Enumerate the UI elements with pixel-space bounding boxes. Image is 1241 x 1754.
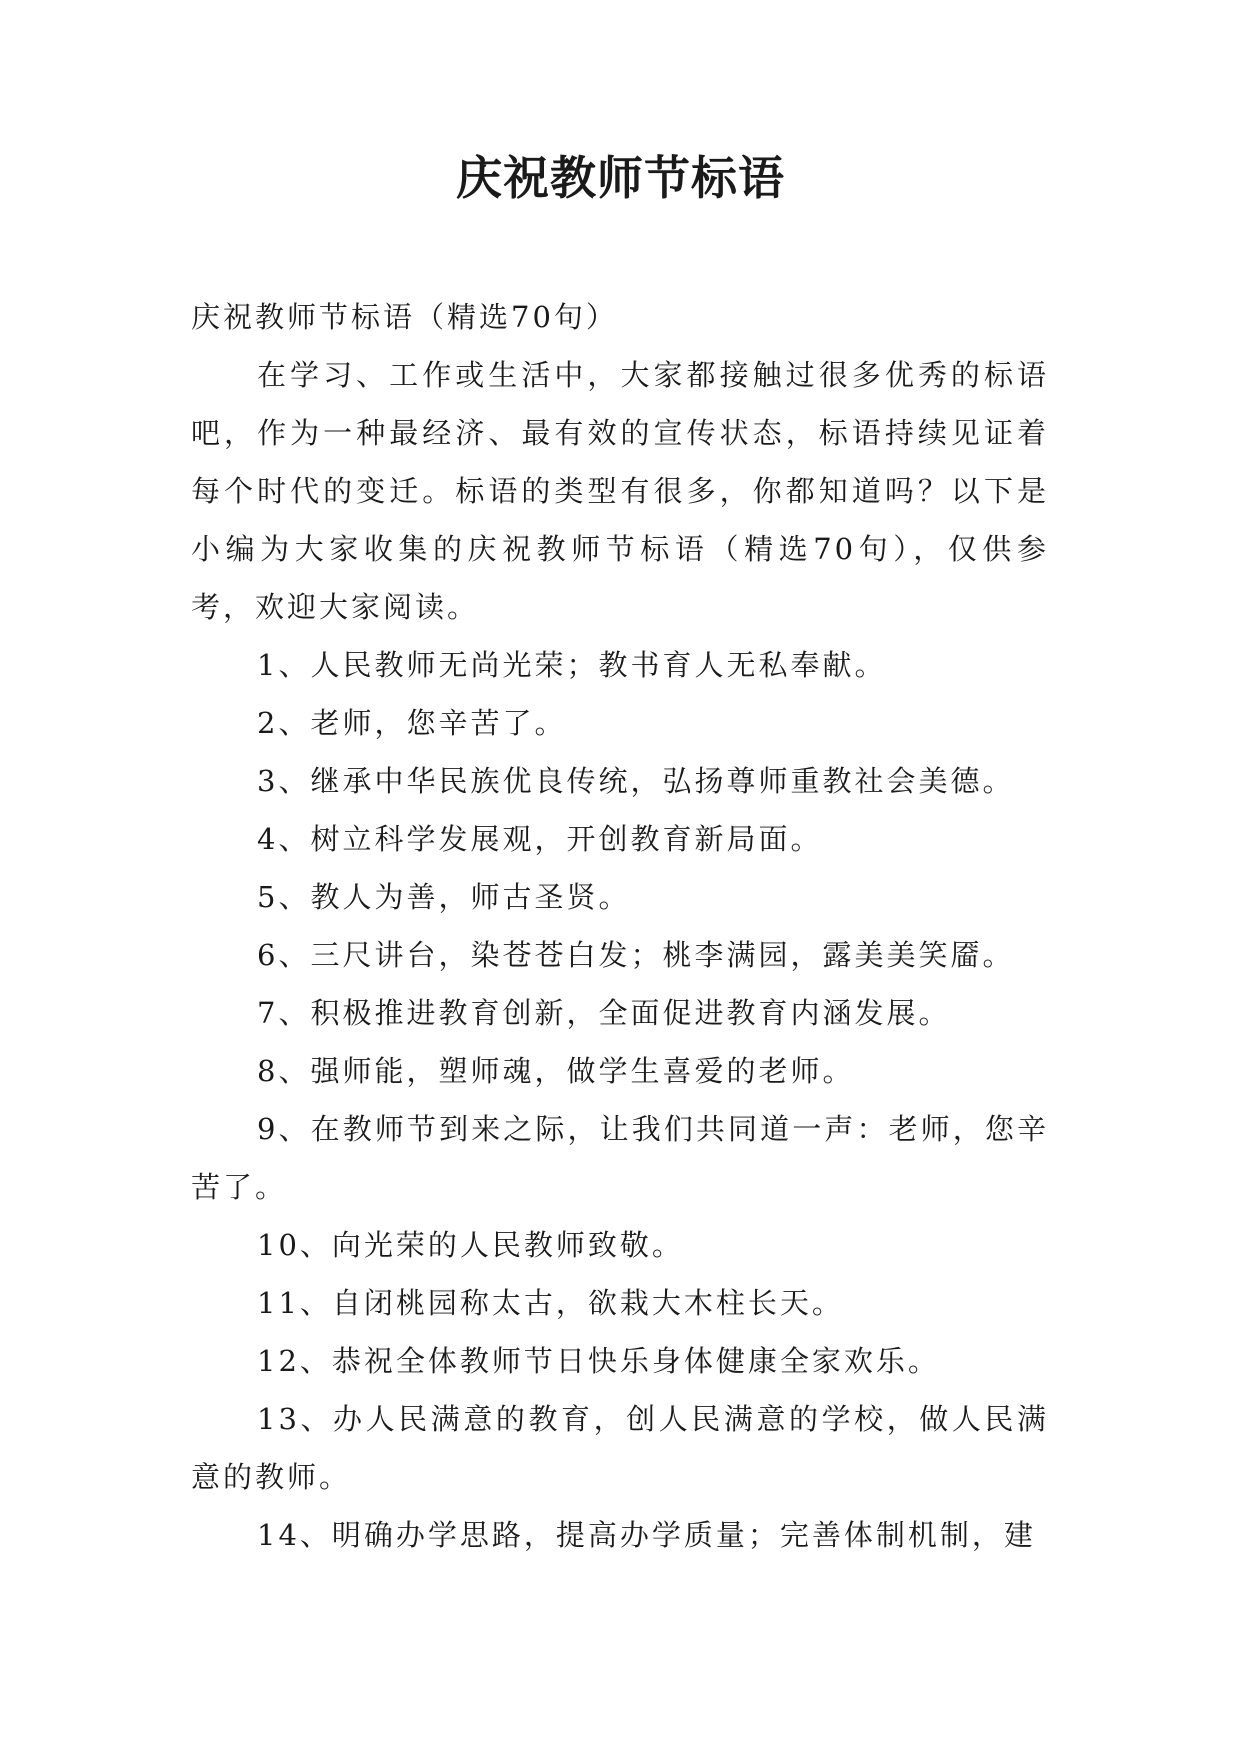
document-subtitle: 庆祝教师节标语（精选70句） xyxy=(191,300,618,334)
slogan-item: 4、树立科学发展观，开创教育新局面。 xyxy=(257,822,823,856)
intro-paragraph: 在学习、工作或生活中，大家都接触过很多优秀的标语吧，作为一种最经济、最有效的宣传状态，标语持续见证着每个时代的变迁。标语的类型有很多，你都知道吗？以下是小编为大家收集的庆祝教师节标语（精选70句），仅供参考，欢迎大家阅读。 xyxy=(191,358,1049,624)
document-title: 庆祝教师节标语 xyxy=(456,151,785,205)
slogan-item: 11、自闭桃园称太古，欲栽大木柱长天。 xyxy=(257,1286,844,1320)
slogan-item: 13、办人民满意的教育，创人民满意的学校，做人民满意的教师。 xyxy=(191,1402,1049,1494)
slogan-item: 9、在教师节到来之际，让我们共同道一声：老师，您辛苦了。 xyxy=(191,1112,1049,1204)
slogan-item: 3、继承中华民族优良传统，弘扬尊师重教社会美德。 xyxy=(257,764,1015,798)
slogan-item: 10、向光荣的人民教师致敬。 xyxy=(257,1228,684,1262)
slogan-item: 7、积极推进教育创新，全面促进教育内涵发展。 xyxy=(257,996,951,1030)
slogan-item: 14、明确办学思路，提高办学质量；完善体制机制，建 xyxy=(257,1518,1036,1552)
slogan-item: 5、教人为善，师古圣贤。 xyxy=(257,880,631,914)
slogan-item: 1、人民教师无尚光荣；教书育人无私奉献。 xyxy=(257,648,887,682)
slogan-item: 8、强师能，塑师魂，做学生喜爱的老师。 xyxy=(257,1054,855,1088)
slogan-item: 6、三尺讲台，染苍苍白发；桃李满园，露美美笑靥。 xyxy=(257,938,1015,972)
slogan-item: 2、老师，您辛苦了。 xyxy=(257,706,567,740)
slogan-item: 12、恭祝全体教师节日快乐身体健康全家欢乐。 xyxy=(257,1344,940,1378)
document-body xyxy=(191,288,1049,1564)
